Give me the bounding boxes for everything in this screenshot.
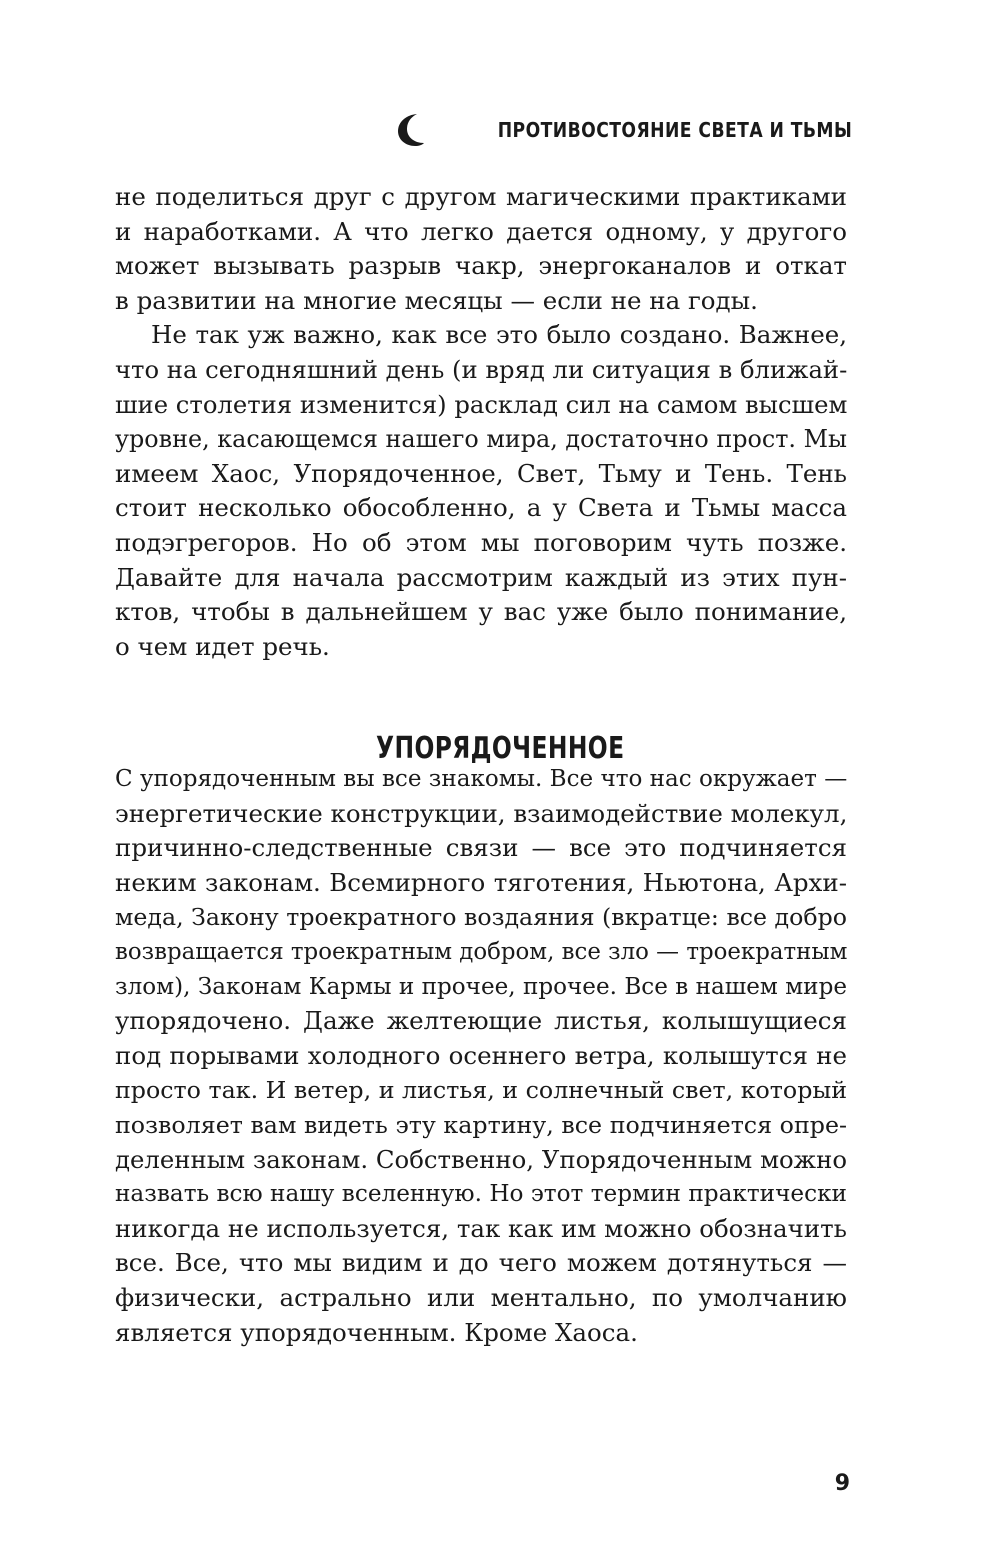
text-line: все. Все, что мы видим и до чего можем дотянуться —: [115, 1248, 847, 1278]
text-line: в развитии на многие месяцы — если не на годы.: [115, 285, 758, 315]
text-line: упорядочено. Даже желтеющие листья, колышущиеся: [115, 1006, 847, 1036]
text-line: является упорядоченным. Кроме Хаоса.: [115, 1317, 638, 1347]
text-line: злом), Законам Кармы и прочее, прочее. Все в нашем мире: [115, 973, 847, 1000]
section-title: [0, 731, 1000, 766]
text-line: не поделиться друг с другом магическими практиками: [115, 182, 847, 211]
body-text-top: [115, 180, 847, 664]
text-line: что на сегодняшний день (и вряд ли ситуация в ближай-: [115, 354, 848, 384]
running-header: [396, 112, 852, 148]
text-line: уровне, касающемся нашего мира, достаточно прост. Мы: [115, 425, 847, 454]
text-line: и наработками. А что легко дается одному, у другого: [115, 216, 847, 246]
text-line: назвать всю нашу вселенную. Но этот термин практически: [115, 1180, 847, 1208]
text-line: просто так. И ветер, и листья, и солнечный свет, который: [115, 1076, 848, 1105]
text-line: С упорядоченным вы все знакомы. Все что нас окружает —: [115, 766, 848, 792]
text-line: причинно-следственные связи — все это подчиняется: [115, 833, 847, 863]
text-line: энергетические конструкции, взаимодействие молекул,: [115, 798, 848, 828]
text-line: меда, Закону троекратного воздаяния (вкратце: все добро: [115, 903, 847, 932]
text-line: позволяет вам видеть эту картину, все подчиняется опре-: [115, 1110, 847, 1139]
page-number: 9: [834, 1471, 850, 1496]
text-line: никогда не используется, так как им можно обозначить: [115, 1213, 847, 1243]
text-line: под порывами холодного осеннего ветра, колышутся не: [115, 1040, 847, 1070]
text-line: стоит несколько обособленно, а у Света и Тьмы масса: [115, 493, 847, 523]
text-line: шие столетия изменится) расклад сил на самом высшем: [115, 389, 848, 419]
text-line: может вызывать разрыв чакр, энергоканалов и откат: [115, 251, 847, 281]
text-line: о чем идет речь.: [115, 631, 330, 661]
text-line: имеем Хаос, Упорядоченное, Свет, Тьму и Тень. Тень: [115, 458, 847, 488]
text-line: деленным законам. Собственно, Упорядоченным можно: [115, 1144, 847, 1174]
text-line: возвращается троекратным добром, все зло — троекратным: [115, 938, 848, 965]
text-line: физически, астрально или ментально, по умолчанию: [115, 1282, 847, 1312]
text-line: неким законам. Всемирного тяготения, Ньютона, Архи-: [115, 867, 847, 897]
text-line: подэгрегоров. Но об этом мы поговорим чуть позже.: [115, 527, 847, 557]
section-title-text: УПОРЯДОЧЕННОЕ: [375, 730, 625, 766]
running-header-title: ПРОТИВОСТОЯНИЕ СВЕТА И ТЬМЫ: [497, 118, 852, 142]
text-line: ктов, чтобы в дальнейшем у вас уже было понимание,: [115, 597, 847, 627]
crescent-moon-icon: [396, 112, 426, 148]
text-line: Давайте для начала рассмотрим каждый из этих пун-: [115, 562, 847, 592]
body-text-bottom: [115, 762, 847, 1350]
text-line: Не так уж важно, как все это было создано. Важнее,: [151, 320, 847, 350]
